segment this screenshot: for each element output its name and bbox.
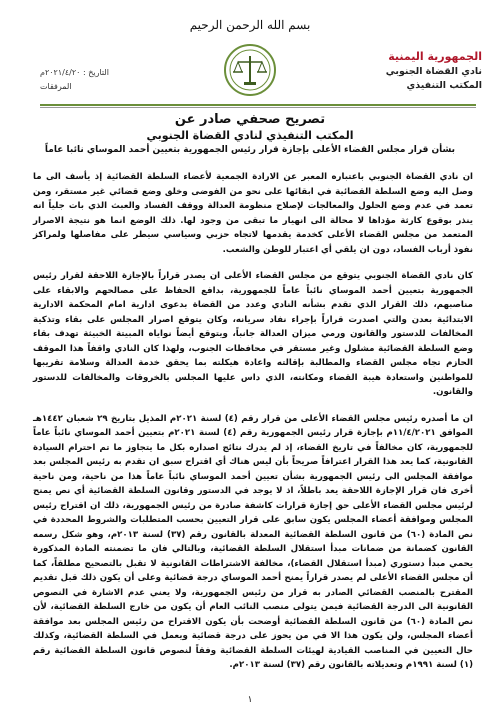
paragraph: ان نادي القضاة الجنوبي باعتباره المعبر عن الارادة الجمعية لأعضاء السلطة القضائية إذ يأسف الى ما وصل اليه وضع السلطة القضائية في ابقائها على نحو من الفوضى وخلق وضع قضائي غير مستقر، ومن تعمد في عدم وضع الحلول والمعالجات لإصلاح منظومة العدالة ووقف الفساد والعبث الذي بات جلياً انه ينذر بوقوع كارثة مؤداها لا محالة الى انهيار ما تبقى من وجود لها. ذلك الوضع انما هو نتيجة الاصرار المتعمد من مجلس القضاء الأعلى كخدمة يقدمها لاتجاه حزبي وسياسي سيطر على مفاصلها ولمراكز نفوذ أرباب الفساد، دون ان يلقي أي اعتبار للوطن والشعب. [33,172,473,255]
letterhead-meta [40,68,150,96]
country-name: الجمهورية اليمنية [388,50,482,63]
paragraph: ان ما أصدره رئيس مجلس القضاء الأعلى من قرار رقم (٤) لسنة ٢٠٢١م المذيل بتاريخ ٢٩ شعبان ١٤٤٢هـ الموافق ١١/٤/٢٠٢١م بإجازة قرار رئيس الجمهورية رقم (٤) لسنة ٢٠٢١م بتعيين أحمد الموساي نائباً عاماً للجمهورية، كان مخالفاً في تاريخ القضاء، إذ لم يدرك نتائج اصداره بكل ما يتجاوز ما تم احترام السيادة القانونية، كما يعد هذا القرار اعترافاً صريحاً بأن ليس هناك أي اقتراح سبق ان تقدم به رئيس المجلس بعد موافقة المجلس الى رئيس الجمهورية بشأن تعيين أحمد الموساي نائباً عاماً هذا من ناحية، ومن ناحية أخرى فان قرار الإجازة اللاحقة يعد باطلاً، اذ لا يوجد في الدستور وقانون السلطة القضائية أي نص يمنح لرئيس مجلس القضاء الأعلى حق إجازة قرارات كاشفة صادرة من رئيس الجمهورية، ذلك ان اقتراح رئيس المجلس وموافقة أعضاء المجلس يكون سابق على قرار التعيين بحسب المتطلبات والشروط المحددة في نص المادة (٦٠) من قانون السلطة القضائية المعدلة بالقانون رقم (٣٧) لسنة ٢٠١٣م، وهو شكل رسمه القانون كضمانة من ضمانات مبدأ استقلال السلطة القضائية، وبالتالي فان ما تضمنته المادة المذكورة يحمي مبدأ دستوري (مبدأ استقلال القضاء)، مخالفة الاشتراطات القانونية لا تقبل بالتصحيح مطلقاً، كما أن مجلس القضاء الأعلى لم يصدر قراراً يمنح أحمد الموساي درجة قضائية وعلى أن يكون ذلك قبل تقديم المقترح بالمنصب القضائي الصادر به قرار من رئيس الجمهورية، ولا يعني عدم الاشارة في النصوص القانونية الى الدرجة القضائية فيمن يتولى منصب النائب العام أن يكون من خارج السلطة القضائية، لأن نص المادة (٦٠) من قانون السلطة القضائية أوضحت بأن يكون الاقتراح من رئيس المجلس بعد موافقة أعضاء المجلس، ولن يكون هذا الا في من يحوز على درجة قضائية ويعمل في السلطة القضائية، وكذلك حال التعيين في المناصب القيادية لهيئات السلطة القضائية وفقاً لنصوص قانون السلطة القضائية رقم (١) لسنة ١٩٩١م وتعديلاته بالقانون رقم (٣٧) لسنة ٢٠١٣م. [33,413,474,670]
header-divider-thin [40,107,476,108]
date-label: التاريخ : ٢٠٢١/٤/٢٠م [40,68,109,77]
scales-of-justice-icon [220,42,280,98]
title-line-3: بشأن قرار مجلس القضاء الأعلى بإجازة قرار رئيس الجمهورية بتعيين أحمد الموساي نائبا عاماً [44,145,456,155]
title-line-1: تصريح صحفي صادر عن [174,112,326,127]
page-number: ١ [247,695,253,705]
paragraph: كان نادي القضاة الجنوبي يتوقع من مجلس القضاء الأعلى ان يصدر قراراً بالإجازة اللاحقة لقرار رئيس الجمهورية بتعيين أحمد الموساي نائباً عاماً للجمهورية، بدافع الحفاظ على مصالحهم والابقاء على مناصبهم، ذلك القرار الذي تقدم بشأنه النادي وعدد من القضاة بدعوى ادارية امام المحكمة الادارية الابتدائية بعدن والتي اصدرت قراراً بإجراء نفاد سريانه، وكان يتوقع اصرار المجلس على بقاء وتذكية المخالفات للدستور والقانون ورمي ميزان العدالة جانباً، ويتوقع أيضاً نواياه المبيتة الخبيثة تهدف بقاء وضع السلطة القضائية مشلول وغير مستقر في محافظات الجنوب، ولهذا كان النادي واقفاً هذا الموقف الحازم تجاه مجلس القضاء والمطالبة بإقالته واعادة هيكلته بما يحقق خدمة العدالة وسلامة تقريبها للمواطنين واستعادة هيبة القضاء ومكانته، الذي داس عليها المجلس بالخروقات والمخالفات للدستور والقانون. [33,271,473,397]
club-name: نادي القضاة الجنوبي [385,66,482,77]
office-name: المكتب التنفيذي [406,80,482,91]
title-line-2: المكتب التنفيذي لنادي القضاة الجنوبي [146,129,354,142]
header-divider [40,104,476,106]
statement-title [0,112,500,155]
letterhead-org [352,50,482,91]
basmala: بسم الله الرحمن الرحيم [189,18,311,32]
attachments-label: المرفقات [40,82,72,91]
statement-body [33,170,473,685]
